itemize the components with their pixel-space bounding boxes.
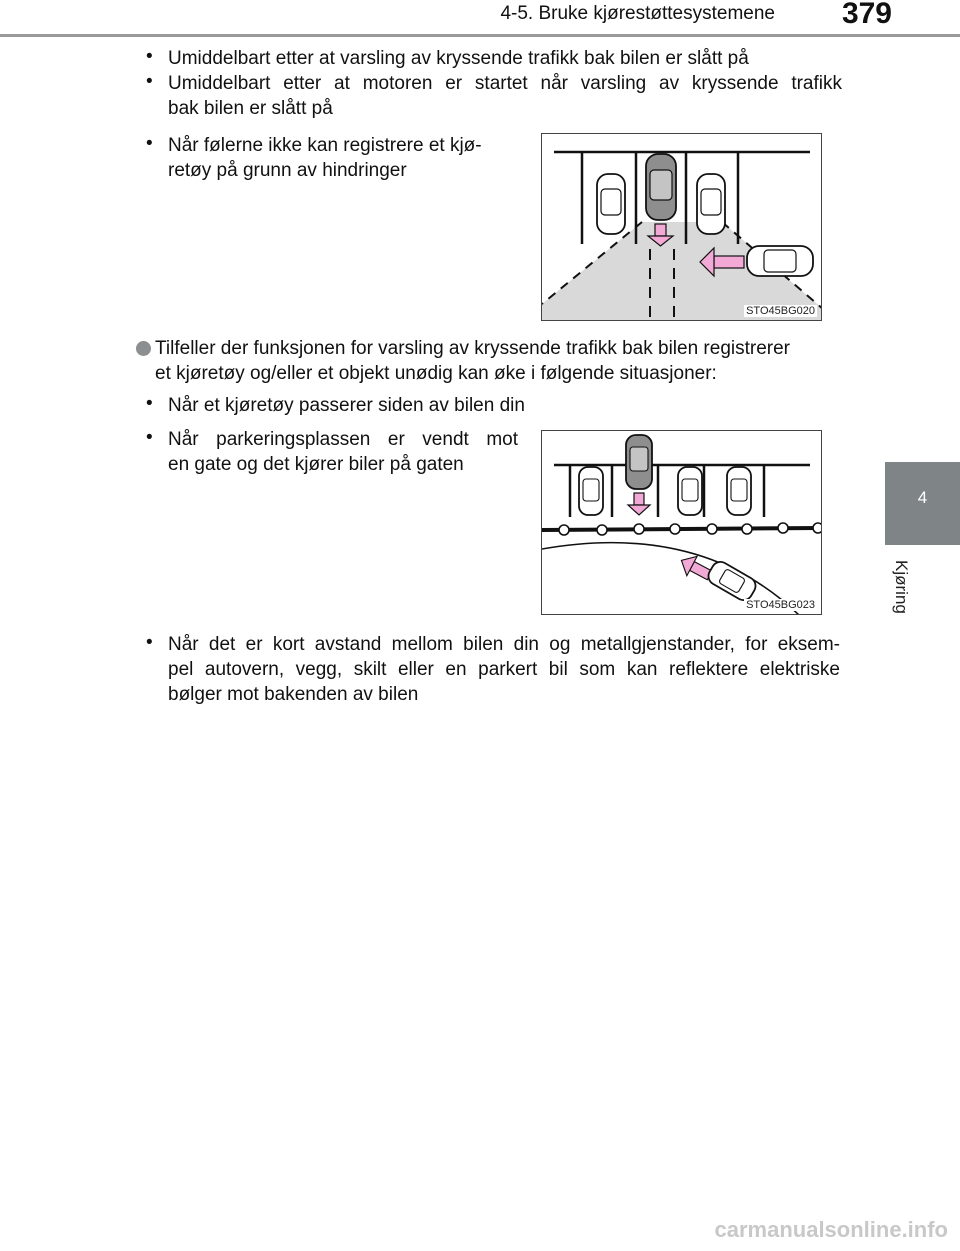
chapter-label (892, 560, 923, 630)
page-header (0, 0, 960, 40)
parking-diagram-1 (542, 134, 822, 321)
figure-code: STO45BG020 (746, 305, 815, 317)
header-rule (0, 34, 960, 37)
bullet-dot: • (146, 46, 153, 67)
watermark: carmanualsonline.info (714, 1217, 948, 1242)
bullet-text: Umiddelbart etter at motoren er startet når varsling av kryssende trafikk (168, 73, 842, 94)
bullet-text-cont: bak bilen er slått på (168, 98, 333, 119)
parked-car (727, 467, 751, 515)
bullet-text: Når det er kort avstand mellom bilen din og metallgjenstander, for eksem- (168, 634, 840, 655)
bullet-text: Når et kjøretøy passerer siden av bilen din (168, 395, 525, 416)
chapter-number: 4 (917, 488, 928, 507)
own-car (646, 154, 676, 220)
bullet-text: Umiddelbart etter at varsling av kryssende trafikk bak bilen er slått på (168, 48, 749, 69)
section-text-cont: et kjøretøy og/eller et objekt unødig kan øke i følgende situasjoner: (155, 363, 717, 384)
approaching-car (705, 559, 759, 604)
parked-car (579, 467, 603, 515)
parking-diagram-2 (542, 431, 822, 615)
bullet-dot: • (146, 632, 153, 653)
parked-car (678, 467, 702, 515)
bullet-dot: • (146, 427, 153, 448)
section-text: Tilfeller der funksjonen for varsling av kryssende trafikk bak bilen registrerer (155, 338, 791, 359)
parked-car (697, 174, 725, 234)
figure-code: STO45BG023 (746, 599, 815, 611)
bullet-dot: • (146, 393, 153, 414)
bullet-dot: • (146, 71, 153, 92)
figure-parking-obstructed (541, 133, 822, 321)
chapter-label-text: Kjøring (892, 560, 911, 614)
page-number: 379 (841, 0, 892, 30)
figure-parking-street (541, 430, 822, 615)
bullet-text-cont: pel autovern, vegg, skilt eller en parkert bil som kan reflektere elektriske (168, 659, 840, 680)
bullet-text: Når parkeringsplassen er vendt mot (168, 429, 518, 450)
reverse-arrow (628, 493, 650, 515)
bullet-text-cont: retøy på grunn av hindringer (168, 160, 407, 181)
bullet-text: Når følerne ikke kan registrere et kjø- (168, 135, 482, 156)
own-car (626, 435, 652, 489)
parked-car (597, 174, 625, 234)
approaching-car (747, 246, 813, 276)
section-title: 4-5. Bruke kjørestøttesystemene (500, 3, 775, 24)
section-bullet (136, 341, 151, 356)
bullet-text-cont: bølger mot bakenden av bilen (168, 684, 419, 705)
bullet-text-cont: en gate og det kjører biler på gaten (168, 454, 464, 475)
chapter-tab[interactable] (885, 462, 960, 545)
bullet-dot: • (146, 133, 153, 154)
